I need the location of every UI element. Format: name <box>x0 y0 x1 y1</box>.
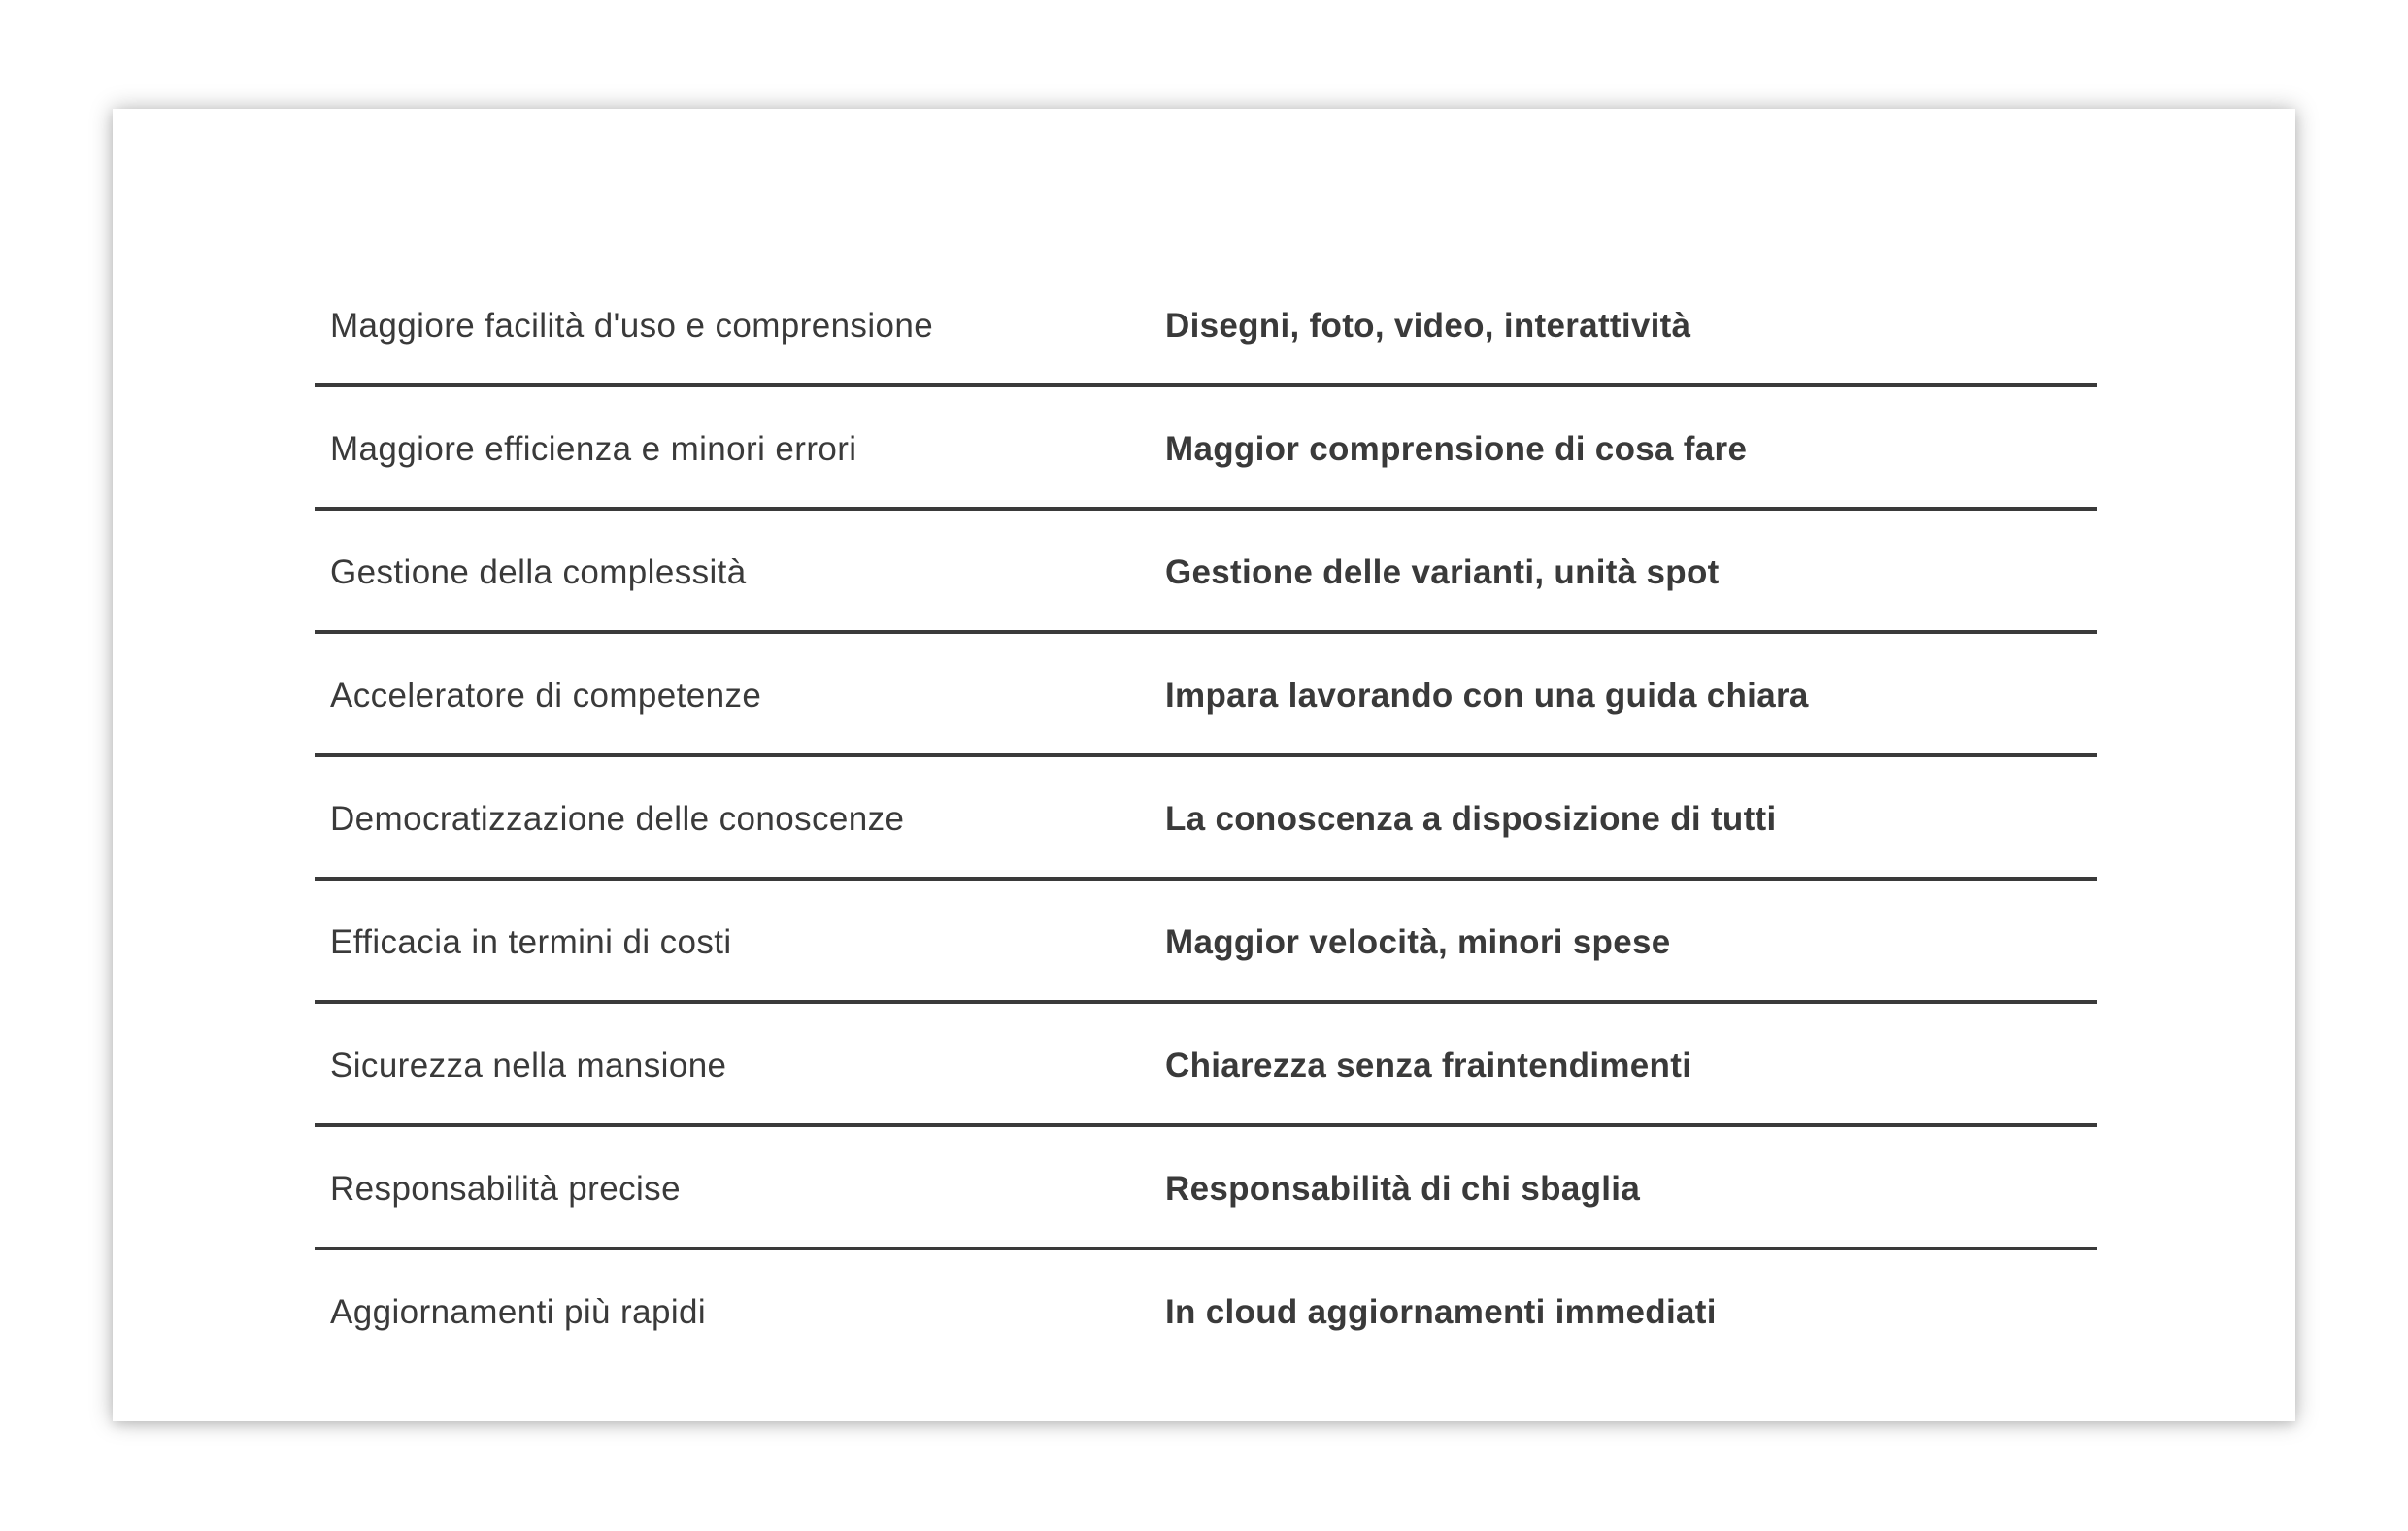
benefit-label: Gestione della complessità <box>330 553 747 591</box>
benefit-label: Efficacia in termini di costi <box>330 923 732 961</box>
benefit-label: Maggiore efficienza e minori errori <box>330 430 857 468</box>
benefit-detail: Responsabilità di chi sbaglia <box>1165 1170 1641 1208</box>
table-row <box>315 1004 2097 1127</box>
benefit-label: Aggiornamenti più rapidi <box>330 1293 707 1331</box>
table-row <box>315 1127 2097 1250</box>
benefit-label: Responsabilità precise <box>330 1170 681 1208</box>
benefit-label: Sicurezza nella mansione <box>330 1047 727 1084</box>
benefit-detail: Gestione delle varianti, unità spot <box>1165 553 1720 591</box>
benefit-detail: Maggior comprensione di cosa fare <box>1165 430 1748 468</box>
content-card <box>113 109 2295 1421</box>
benefit-detail: Disegni, foto, video, interattività <box>1165 307 1691 345</box>
table-row <box>315 387 2097 511</box>
table-row <box>315 511 2097 634</box>
benefit-label: Democratizzazione delle conoscenze <box>330 800 905 838</box>
benefit-detail: Maggior velocità, minori spese <box>1165 923 1671 961</box>
table-row <box>315 634 2097 757</box>
benefits-table <box>315 264 2097 1374</box>
benefit-detail: Chiarezza senza fraintendimenti <box>1165 1047 1692 1084</box>
table-row <box>315 881 2097 1004</box>
table-row <box>315 264 2097 387</box>
benefit-detail: Impara lavorando con una guida chiara <box>1165 677 1809 715</box>
table-row <box>315 757 2097 881</box>
benefit-label: Maggiore facilità d'uso e comprensione <box>330 307 934 345</box>
benefit-detail: In cloud aggiornamenti immediati <box>1165 1293 1717 1331</box>
table-row <box>315 1250 2097 1374</box>
benefit-detail: La conoscenza a disposizione di tutti <box>1165 800 1777 838</box>
benefit-label: Acceleratore di competenze <box>330 677 762 715</box>
